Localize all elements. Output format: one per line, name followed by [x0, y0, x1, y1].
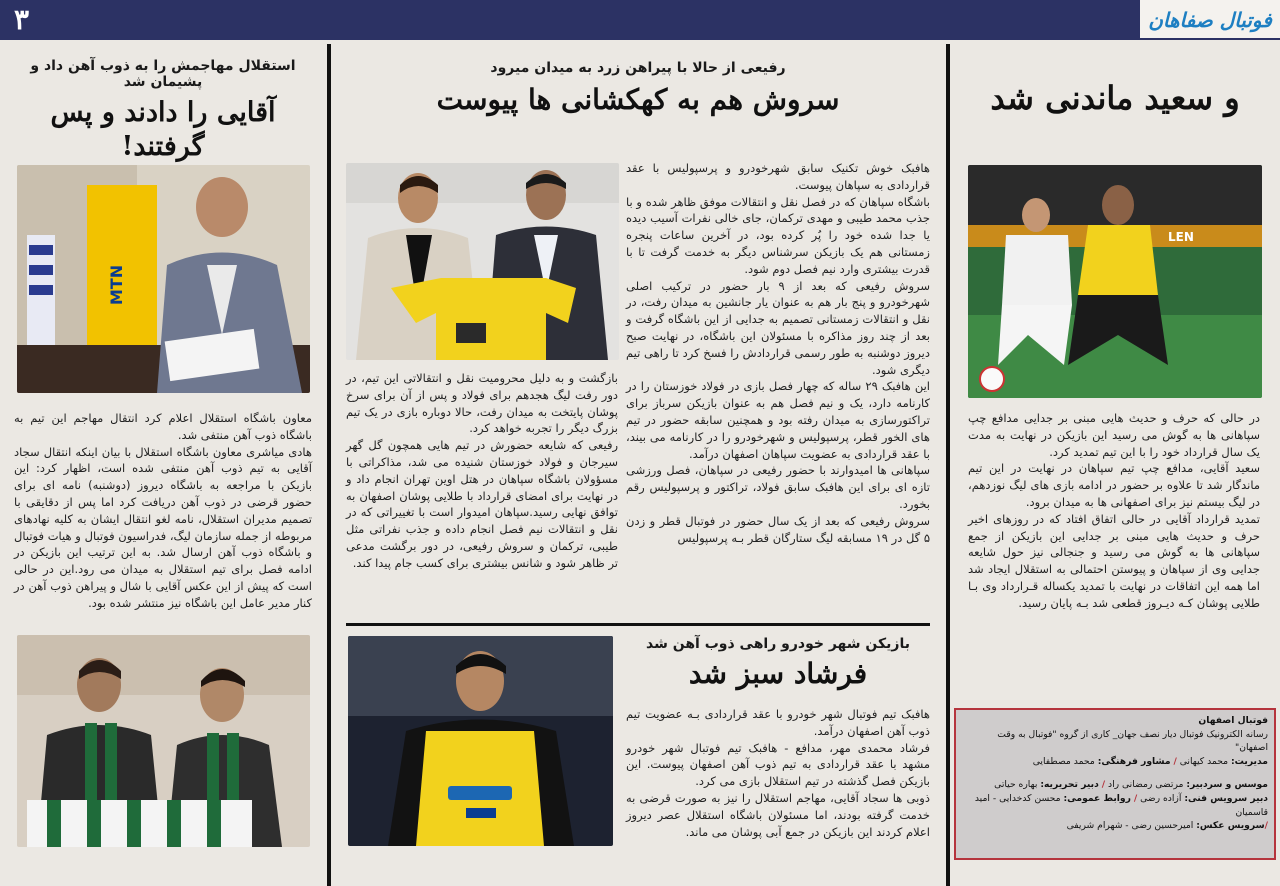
photo-saeed-aghaei-match: [968, 165, 1262, 398]
article-farshad: [626, 636, 930, 840]
article-headline: و سعید ماندنی شد: [990, 79, 1240, 117]
article-body-column-1: هافبک خوش تکنیک سابق شهرخودرو و پرسپولیس با عقد قراردادی به سپاهان پیوست. باشگاه سپاهان که در فصل نقل و انتقالات موفق ظاهر شده و با جذب محمد طیبی و مهدی ترکمان، جای خالی نفرات آسیب دیده یا جدا شده خود را پُر کرده بود، در آخرین ساعات پنجره زمستانی هم یک بازیکن سرشناس دیگر به خدمت گرفت تا با قدرت بیشتری وارد نیم فصل دوم شود. سروش رفیعی که بعد از ۹ بار حضور در ترکیب اصلی شهرخودرو و پنج بار هم به عنوان یار جانشین به میدان رفت، در نقل و انتقالات زمستانی تصمیم به جدایی از این باشگاه گرفت و بعد از چند روز مذاکره با مسئولان این باشگاه، در نهایت صبح دیروز دوشنبه به طور رسمی قراردادش را فسخ کرد تا راهی تیم دیگری شود. این هافبک ۲۹ ساله که چهار فصل بازی در فولاد خوزستان را در کارنامه دارد، یک و نیم فصل هم به عنوان بازیکن سرباز برای تراکتورسازی به میدان رفته بود و همچنین سابقه حضور در تیم های الخور قطر، پرسپولیس و شهرخودرو را در کارنامه می بیند، با عقد قراردادی به عضویت سپاهان اصفهان درآمد. سپاهانی ها امیدوارند با حضور رفیعی در سپاهان، فصل ورزشی تازه ای برای این هافبک سابق فولاد، تراکتور و پرسپولیس رقم بخورد. سروش رفیعی که بعد از یک سال حضور در فوتبال قطر و زدن ۵ گل در ۱۹ مسابقه لیگ ستارگان قطر بـه پرسپولیس: [626, 161, 930, 545]
credits-box: [954, 708, 1276, 860]
svg-text:MTN: MTN: [107, 264, 126, 306]
column-divider: [946, 44, 950, 886]
article-kicker: استقلال مهاجمش را به ذوب آهن داد و پشیمان شد: [30, 58, 296, 90]
section-divider: [346, 623, 930, 626]
credits-line: موسس و سردبیر: مرتضی رمضانی راد / دبیر تحریریه: بهاره حیاتی: [994, 779, 1268, 791]
article-body: هافبک تیم فوتبال شهر خودرو با عقد قراردادی بـه عضویت تیم ذوب آهن اصفهان درآمد. فرشاد محمدی مهر، مدافع - هافبک تیم فوتبال شهر خودرو مشهد با عقد قراردادی به تیم ذوب آهن اصفهان پیوست. این بازیکن فصل گذشته در تیم استقلال بازی می کرد. ذوبی ها سجاد آقایی، مهاجم استقلال را نیز به صورت قرضی به خدمت گرفته بودند، اما مسئولان باشگاه استقلال عصر دیروز اعلام کردند این بازیکن در جمع آبی پوشان می ماند.: [626, 707, 930, 839]
article-headline: سروش هم به کهکشانی ها پیوست: [436, 83, 840, 116]
article-aghaei-zob: [12, 50, 314, 164]
article-kicker: رفیعی از حالا با پیراهن زرد به میدان میرود: [490, 60, 786, 76]
photo-rafiei-jersey: [346, 163, 619, 360]
credits-line: /سرویس عکس: امیرحسین رضی - شهرام شریفی: [1066, 820, 1268, 832]
credits-title: فوتبال اصفهان: [1198, 715, 1268, 726]
column-divider: [327, 44, 331, 886]
article-rafiei-sepahan: [346, 50, 930, 118]
article-body: معاون باشگاه استقلال اعلام کرد انتقال مهاجم این تیم به باشگاه ذوب آهن منتفی شد. هادی میاشری معاون باشگاه استقلال با بیان اینکه انتقال سجاد آقایی به تیم ذوب آهن منتفی شده است، اظهار کرد: این بازیکن با مراجعه به باشگاه دیروز (دوشنبه) نامه ای برای حضور قرضی در ذوب آهن دریافت کرد اما پس از دقایقی با تصمیم مدیران استقلال، نامه لغو انتقال ایشان به کلیه نهادهای مربوطه از جمله سازمان لیگ، فدراسیون فوتبال و هیات فوتبال و باشگاه ذوب آهن ارسال شد. به این ترتیب این بازیکن در ادامه فصل برای تیم استقلال به میدان می رود.این در حالی است که پیش از این عکس آقایی با شال و پیراهن ذوب آهن در کنار مدیر عامل این باشگاه نیز منتشر شده بود.: [14, 411, 312, 610]
article-headline: فرشاد سبز شد: [688, 657, 868, 690]
brand-logo: فوتبال صفاهان: [1140, 0, 1280, 40]
photo-farshad-zob-bib: [348, 636, 613, 846]
credits-description: رسانه الکترونیک فوتبال دیار نصف جهان_ کاری از گروه "فوتبال به وقت اصفهان": [997, 728, 1268, 754]
article-saeed-aghaei: [962, 50, 1268, 118]
page-number: ۳: [14, 3, 30, 36]
credits-line: مدیریت: محمد کیهانی / مشاور فرهنگی: محمد مصطفایی: [1032, 755, 1268, 767]
svg-text:LEN: LEN: [1168, 230, 1194, 244]
top-bar: [0, 0, 1280, 40]
article-body: در حالی که حرف و حدیث هایی مبنی بر جدایی مدافع چپ سپاهانی ها به گوش می رسید این بازیکن در نهایت به مدت یک سال قرارداد خود را با این تیم تمدید کرد. سعید آقایی، مدافع چپ تیم سپاهان در نهایت در این تیم ماندگار شد تا علاوه بر حضور در ادامه بازی های لیگ نوزدهم، در لیگ بیستم نیز برای اصفهانی ها به میدان برود. تمدید قرارداد آقایی در حالی اتفاق افتاد که در روزهای اخیر حرف و حدیث هایی مبنی بر جدایی این بازیکن از جمع سپاهانی ها به گوش می رسید و جنجالی نیز حول شایعه جدایی وی از سپاهان و پیوستن احتمالی به استقلال ایجاد شد اما همه این اتفاقات در نهایت با تمدید یکساله قـرارداد وی بـا طلایی پوشان کـه دیـروز قطعی شد بـه پایان رسید.: [968, 411, 1260, 610]
article-kicker: بازیکن شهر خودرو راهی ذوب آهن شد: [646, 636, 910, 652]
article-headline: آقایی را دادند و پس گرفتند!: [50, 97, 276, 162]
article-body-column-2: بازگشت و به دلیل محرومیت نقل و انتقالاتی این تیم، در دور رفت لیگ هجدهم برای فولاد و پس از آن برای سرخ پوشان پایتخت به میدان رفت، حالا دوباره بازی در یک تیم بزرگ دیگر را تجربه خواهد کرد. رفیعی که شایعه حضورش در تیم هایی همچون گل گهر سیرجان و فولاد خوزستان شنیده می شد، مذاکراتی با مسؤولان باشگاه سپاهان در هتل اوین تهران انجام داد و در نهایت برای امضای قرارداد با طلایی پوشان اصفهان به توافق نهایی رسید.سپاهان امیدوار است با تغییراتی که در نقل و انتقالات نیم فصل انجام داده و جذب نفراتی مثل طیبی، ترکمان و سروش رفیعی، در دور برگشت مدعی تر ظاهر شود و شانس بیشتری برای کسب جام پیدا کند.: [346, 371, 618, 570]
photo-contract-signing: [17, 165, 310, 393]
credits-line: دبیر سرویس فنی: آزاده رضی / روابط عمومی: محسن کدخدایی - امید قاسمیان: [974, 792, 1268, 818]
photo-aghaei-zob-jersey: [17, 635, 310, 847]
